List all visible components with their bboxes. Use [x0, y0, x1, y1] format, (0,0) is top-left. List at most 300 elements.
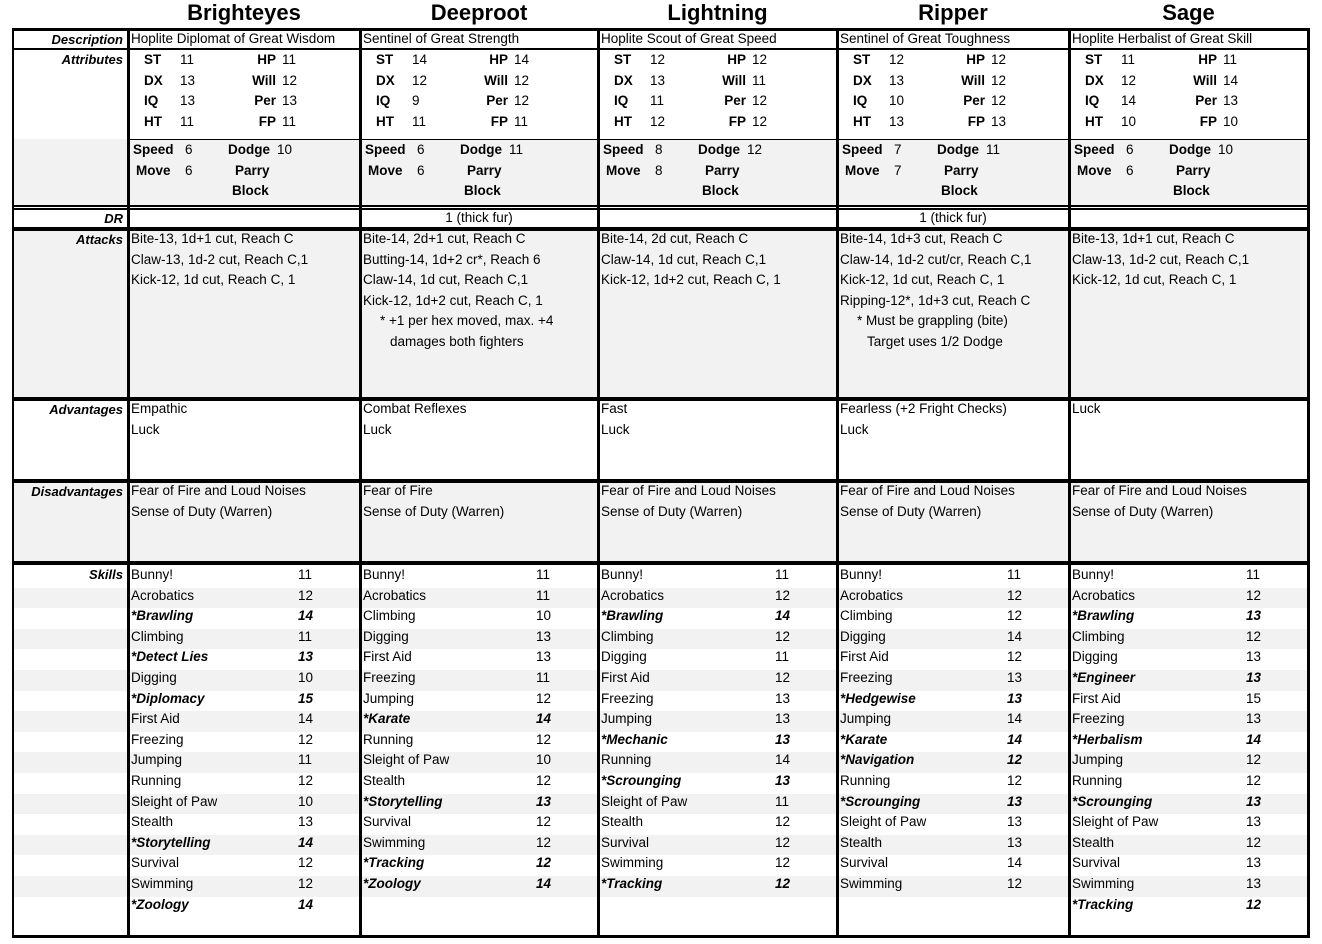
stat-value-will: 12 — [282, 72, 298, 88]
skill-name: Jumping — [131, 752, 183, 768]
skill-name: Jumping — [1072, 752, 1124, 768]
grid-line — [12, 229, 1308, 231]
skill-value: 11 — [775, 793, 790, 809]
skill-value: 12 — [775, 855, 791, 871]
attack-line: Kick-12, 1d cut, Reach C, 1 — [131, 272, 296, 288]
skill-name: Climbing — [840, 608, 893, 624]
skill-name: Swimming — [601, 855, 664, 871]
skill-name: Stealth — [1072, 834, 1115, 850]
advantage-item: Fast — [601, 401, 628, 416]
stat-label-ht: HT — [376, 113, 394, 129]
skill-name: First Aid — [363, 649, 412, 665]
stat-label-ht: HT — [1085, 113, 1103, 129]
skill-name: *Mechanic — [601, 731, 668, 747]
stat-label-iq: IQ — [144, 93, 159, 109]
skill-value: 11 — [298, 567, 313, 582]
skill-value: 10 — [298, 670, 314, 685]
stat-label-parry: Parry — [467, 162, 502, 178]
table-top-border — [12, 28, 1308, 31]
attack-note: damages both fighters — [390, 334, 524, 349]
skill-name: Swimming — [363, 834, 426, 850]
skill-name: Stealth — [840, 834, 883, 850]
skill-value: 11 — [775, 649, 790, 665]
advantage-item: Luck — [1072, 401, 1101, 416]
attack-line: Butting-14, 1d+2 cr*, Reach 6 — [363, 251, 541, 267]
skill-name: Running — [363, 731, 414, 747]
skill-name: Stealth — [131, 814, 174, 830]
disadvantage-item: Sense of Duty (Warren) — [601, 503, 743, 519]
skill-name: Digging — [363, 628, 409, 644]
grid-line — [12, 563, 1308, 565]
grid-line — [128, 139, 1308, 140]
skill-name: Climbing — [1072, 628, 1125, 644]
stat-value-iq: 14 — [1121, 93, 1137, 109]
skill-name: *Karate — [840, 731, 888, 747]
stat-value-speed: 6 — [1126, 142, 1134, 157]
disadvantage-item: Fear of Fire and Loud Noises — [840, 483, 1015, 498]
skill-name: Freezing — [1072, 711, 1125, 727]
stat-value-hp: 12 — [752, 52, 768, 67]
character-name-header: Sage — [1162, 0, 1215, 25]
stat-label-iq: IQ — [614, 93, 629, 109]
skill-value: 12 — [1246, 834, 1262, 850]
skill-value: 12 — [1246, 896, 1262, 912]
stat-value-will: 11 — [752, 72, 767, 88]
skill-value: 11 — [1007, 567, 1022, 582]
skill-name: Sleight of Paw — [363, 752, 450, 768]
stat-value-hp: 11 — [1223, 52, 1238, 67]
skill-name: *Storytelling — [131, 834, 211, 850]
stat-value-move: 6 — [185, 162, 193, 178]
skill-value: 12 — [1246, 773, 1262, 788]
advantage-item: Fearless (+2 Fright Checks) — [840, 401, 1007, 416]
stat-value-ht: 13 — [889, 113, 905, 129]
skill-value: 15 — [1246, 690, 1262, 706]
skill-value: 10 — [536, 752, 552, 768]
skill-name: Stealth — [601, 814, 644, 830]
column-border — [127, 28, 130, 938]
skill-name: Jumping — [363, 690, 415, 706]
skill-name: Freezing — [363, 670, 416, 685]
disadvantage-item: Sense of Duty (Warren) — [840, 503, 982, 519]
skill-value: 13 — [1007, 690, 1023, 706]
stat-value-per: 13 — [282, 93, 298, 109]
stat-label-move: Move — [606, 162, 641, 178]
stat-value-fp: 10 — [1223, 113, 1239, 129]
stat-value-dodge: 11 — [986, 142, 1001, 157]
stat-label-st: ST — [1085, 52, 1103, 67]
skill-value: 13 — [1246, 814, 1262, 830]
skill-value: 14 — [1007, 731, 1023, 747]
stat-label-block: Block — [232, 183, 269, 199]
skill-value: 13 — [1007, 793, 1023, 809]
attack-line: Bite-14, 2d cut, Reach C — [601, 231, 749, 246]
stat-value-ht: 11 — [412, 113, 427, 129]
stat-value-dx: 13 — [180, 72, 196, 88]
stat-value-st: 11 — [1121, 52, 1136, 67]
skill-value: 12 — [298, 855, 314, 871]
row-label-dr: DR — [104, 211, 123, 226]
skill-value: 11 — [536, 567, 551, 582]
advantage-item: Combat Reflexes — [363, 401, 467, 416]
stat-value-move: 6 — [417, 162, 425, 178]
skill-value: 13 — [1007, 670, 1023, 685]
advantage-item: Empathic — [131, 401, 188, 416]
skill-value: 14 — [298, 896, 314, 912]
skill-name: *Scrounging — [840, 793, 921, 809]
skill-value: 11 — [775, 567, 790, 582]
skill-value: 12 — [298, 876, 314, 891]
skill-name: Freezing — [131, 731, 184, 747]
stat-value-dodge: 12 — [747, 142, 763, 157]
stat-label-iq: IQ — [853, 93, 868, 109]
stat-value-per: 12 — [991, 93, 1007, 109]
skill-name: Acrobatics — [840, 587, 904, 603]
stat-value-fp: 12 — [752, 113, 768, 129]
stat-value-fp: 11 — [514, 113, 529, 129]
skill-value: 12 — [536, 855, 552, 871]
skill-value: 13 — [298, 814, 314, 830]
stat-value-will: 12 — [991, 72, 1007, 88]
stat-label-will: Will — [961, 72, 985, 88]
stat-value-fp: 11 — [282, 113, 297, 129]
attack-line: Claw-14, 1d cut, Reach C,1 — [363, 272, 529, 288]
row-label-disadvantages: Disadvantages — [31, 484, 123, 499]
grid-line — [12, 205, 1308, 207]
skill-name: *Tracking — [601, 876, 663, 891]
skill-name: *Brawling — [1072, 608, 1135, 624]
band-dr — [12, 209, 1308, 228]
grid-line — [12, 481, 1308, 483]
stat-label-ht: HT — [853, 113, 871, 129]
skill-name: Digging — [1072, 649, 1118, 665]
character-name-header: Lightning — [667, 0, 768, 25]
skill-name: Sleight of Paw — [840, 814, 927, 830]
disadvantage-item: Fear of Fire and Loud Noises — [601, 483, 776, 498]
disadvantage-item: Sense of Duty (Warren) — [1072, 503, 1214, 519]
stat-label-iq: IQ — [376, 93, 391, 109]
stat-label-iq: IQ — [1085, 93, 1100, 109]
skill-name: *Scrounging — [601, 773, 682, 788]
stat-label-dodge: Dodge — [937, 142, 979, 157]
skill-value: 13 — [536, 649, 552, 665]
stat-value-dodge: 11 — [509, 142, 524, 157]
skill-name: Swimming — [1072, 876, 1135, 891]
skill-value: 11 — [536, 587, 551, 603]
skill-value: 12 — [536, 834, 552, 850]
skill-name: Sleight of Paw — [131, 793, 218, 809]
grid-line — [12, 399, 1308, 401]
character-description: Hoplite Scout of Great Speed — [601, 31, 777, 46]
stat-label-move: Move — [368, 162, 403, 178]
stat-value-dodge: 10 — [1218, 142, 1234, 157]
stat-value-per: 12 — [514, 93, 530, 109]
skill-value: 13 — [1246, 670, 1262, 685]
stat-label-will: Will — [1193, 72, 1217, 88]
skill-name: Acrobatics — [601, 587, 665, 603]
stat-label-per: Per — [486, 93, 508, 109]
row-label-attributes: Attributes — [61, 52, 123, 67]
row-label-description: Description — [51, 32, 123, 47]
stat-label-block: Block — [941, 183, 978, 199]
advantage-item: Luck — [363, 421, 392, 437]
stat-label-ht: HT — [144, 113, 162, 129]
stat-value-per: 13 — [1223, 93, 1239, 109]
skill-name: First Aid — [840, 649, 889, 665]
skill-name: Swimming — [131, 876, 194, 891]
skill-value: 13 — [1246, 855, 1262, 871]
grid-line — [12, 48, 1308, 50]
stat-label-block: Block — [1173, 183, 1210, 199]
skill-name: Acrobatics — [363, 587, 427, 603]
skill-name: Survival — [1072, 855, 1121, 871]
skill-name: Stealth — [363, 773, 406, 788]
stat-value-dx: 12 — [1121, 72, 1137, 88]
skill-name: Bunny! — [131, 567, 174, 582]
skill-name: First Aid — [1072, 690, 1121, 706]
stat-label-dx: DX — [614, 72, 633, 88]
skill-name: Digging — [601, 649, 647, 665]
skill-name: *Hedgewise — [840, 690, 916, 706]
skill-value: 13 — [1246, 876, 1262, 891]
stat-value-iq: 13 — [180, 93, 196, 109]
skill-value: 13 — [1246, 608, 1262, 624]
skill-name: *Navigation — [840, 752, 915, 768]
skill-value: 12 — [1007, 608, 1023, 624]
stat-label-block: Block — [702, 183, 739, 199]
stat-label-parry: Parry — [1176, 162, 1211, 178]
stat-label-dodge: Dodge — [1169, 142, 1211, 157]
stat-label-dx: DX — [1085, 72, 1104, 88]
skill-name: Freezing — [840, 670, 893, 685]
skill-value: 12 — [775, 876, 791, 891]
skill-value: 14 — [775, 752, 791, 768]
attack-line: Bite-13, 1d+1 cut, Reach C — [1072, 231, 1235, 246]
skill-value: 11 — [298, 752, 313, 768]
skill-value: 12 — [536, 773, 552, 788]
skill-value: 13 — [775, 711, 791, 727]
attack-line: Bite-13, 1d+1 cut, Reach C — [131, 231, 294, 246]
skill-value: 13 — [536, 793, 552, 809]
stat-value-st: 14 — [412, 52, 428, 67]
skill-name: *Scrounging — [1072, 793, 1153, 809]
stat-label-hp: HP — [489, 52, 508, 67]
attack-line: Claw-13, 1d-2 cut, Reach C,1 — [131, 251, 309, 267]
stat-label-will: Will — [722, 72, 746, 88]
skill-name: Sleight of Paw — [601, 793, 688, 809]
character-name-header: Brighteyes — [187, 0, 301, 25]
stat-value-st: 11 — [180, 52, 195, 67]
skill-name: *Storytelling — [363, 793, 443, 809]
skill-name: Running — [840, 773, 891, 788]
skill-name: *Herbalism — [1072, 731, 1143, 747]
character-dr: 1 (thick fur) — [445, 210, 513, 225]
character-description: Sentinel of Great Toughness — [840, 31, 1011, 46]
grid-line — [12, 208, 1308, 210]
stat-value-dx: 13 — [650, 72, 666, 88]
stat-value-will: 14 — [1223, 72, 1239, 88]
skill-value: 11 — [536, 670, 551, 685]
skill-value: 11 — [1246, 567, 1261, 582]
skill-name: *Engineer — [1072, 670, 1136, 685]
skill-value: 12 — [775, 834, 791, 850]
character-dr: 1 (thick fur) — [919, 210, 987, 225]
stat-label-st: ST — [376, 52, 394, 67]
skill-value: 12 — [1246, 628, 1262, 644]
stat-value-per: 12 — [752, 93, 768, 109]
stat-label-hp: HP — [257, 52, 276, 67]
skill-name: Acrobatics — [1072, 587, 1136, 603]
stat-value-hp: 12 — [991, 52, 1007, 67]
stat-value-speed: 6 — [417, 142, 425, 157]
skill-name: Survival — [601, 834, 650, 850]
attack-line: Kick-12, 1d+2 cut, Reach C, 1 — [601, 272, 781, 288]
disadvantage-item: Fear of Fire — [363, 483, 433, 498]
skill-name: Climbing — [363, 608, 416, 624]
table-bottom-border — [12, 935, 1308, 938]
stat-label-dodge: Dodge — [228, 142, 270, 157]
stat-value-move: 8 — [655, 162, 663, 178]
skill-value: 12 — [1007, 587, 1023, 603]
stat-value-fp: 13 — [991, 113, 1007, 129]
skill-value: 14 — [298, 608, 314, 624]
stat-value-dx: 12 — [412, 72, 428, 88]
band-advantages — [12, 400, 1308, 480]
skill-value: 14 — [1246, 731, 1262, 747]
skill-name: Running — [131, 773, 182, 788]
skill-name: Running — [1072, 773, 1123, 788]
skill-name: Bunny! — [840, 567, 883, 582]
stat-value-st: 12 — [650, 52, 666, 67]
stat-value-hp: 14 — [514, 52, 530, 67]
stat-label-speed: Speed — [603, 142, 644, 157]
skill-value: 12 — [775, 814, 791, 830]
column-border — [359, 28, 362, 938]
stat-label-per: Per — [724, 93, 746, 109]
skill-value: 13 — [1246, 793, 1262, 809]
column-border — [1307, 28, 1310, 938]
skill-name: First Aid — [131, 711, 180, 727]
character-name-header: Ripper — [918, 0, 988, 25]
skill-value: 12 — [775, 628, 791, 644]
skill-name: *Brawling — [131, 608, 194, 624]
attack-note: * +1 per hex moved, max. +4 — [380, 313, 554, 329]
disadvantage-item: Sense of Duty (Warren) — [131, 503, 273, 519]
skill-value: 12 — [536, 731, 552, 747]
skill-name: *Diplomacy — [131, 690, 205, 706]
character-description: Hoplite Herbalist of Great Skill — [1072, 31, 1253, 46]
stat-label-fp: FP — [490, 113, 508, 129]
attack-line: Ripping-12*, 1d+3 cut, Reach C — [840, 292, 1031, 308]
stat-label-move: Move — [1077, 162, 1112, 178]
stat-value-iq: 10 — [889, 93, 905, 109]
skill-value: 13 — [775, 731, 791, 747]
skill-name: Bunny! — [601, 567, 644, 582]
skill-value: 12 — [1007, 752, 1023, 768]
stat-label-dx: DX — [376, 72, 395, 88]
stat-label-fp: FP — [1199, 113, 1217, 129]
skill-name: Digging — [840, 628, 886, 644]
skill-value: 11 — [298, 628, 313, 644]
skill-name: Survival — [840, 855, 889, 871]
skill-value: 12 — [1007, 649, 1023, 665]
skill-name: Swimming — [840, 876, 903, 891]
stat-value-hp: 11 — [282, 52, 297, 67]
column-border — [1068, 28, 1071, 938]
row-label-skills: Skills — [89, 567, 123, 582]
skill-name: First Aid — [601, 670, 650, 685]
stat-label-will: Will — [484, 72, 508, 88]
stat-label-hp: HP — [727, 52, 746, 67]
skill-value: 14 — [536, 711, 552, 727]
skill-name: Digging — [131, 670, 177, 685]
disadvantage-item: Fear of Fire and Loud Noises — [1072, 483, 1247, 498]
stat-value-speed: 6 — [185, 142, 193, 157]
skill-value: 13 — [775, 773, 791, 788]
skill-value: 14 — [775, 608, 791, 624]
skill-value: 13 — [298, 649, 314, 665]
stat-label-hp: HP — [966, 52, 985, 67]
skill-value: 12 — [298, 731, 314, 747]
attack-line: Kick-12, 1d cut, Reach C, 1 — [840, 272, 1005, 288]
advantage-item: Luck — [601, 421, 630, 437]
stat-value-ht: 12 — [650, 113, 666, 129]
skill-name: Climbing — [601, 628, 654, 644]
stat-label-st: ST — [614, 52, 632, 67]
column-border — [597, 28, 600, 938]
stat-value-will: 12 — [514, 72, 530, 88]
column-border — [836, 28, 839, 938]
stat-label-per: Per — [963, 93, 985, 109]
skill-value: 12 — [536, 814, 552, 830]
skill-value: 12 — [536, 690, 552, 706]
advantage-item: Luck — [840, 421, 869, 437]
skill-value: 14 — [1007, 855, 1023, 871]
stat-label-dodge: Dodge — [698, 142, 740, 157]
skill-value: 12 — [298, 587, 314, 603]
skill-name: Bunny! — [363, 567, 406, 582]
stat-label-hp: HP — [1198, 52, 1217, 67]
stat-value-ht: 11 — [180, 113, 195, 129]
skill-value: 13 — [1246, 649, 1262, 665]
skill-value: 14 — [536, 876, 552, 891]
attack-note: Target uses 1/2 Dodge — [867, 334, 1003, 349]
stat-label-st: ST — [144, 52, 162, 67]
skill-name: *Zoology — [363, 876, 421, 891]
skill-value: 14 — [298, 711, 314, 727]
stat-label-speed: Speed — [842, 142, 883, 157]
row-label-attacks: Attacks — [76, 232, 123, 247]
skill-name: Climbing — [131, 628, 184, 644]
skill-name: *Brawling — [601, 608, 664, 624]
skill-value: 12 — [1007, 876, 1023, 891]
skill-value: 13 — [1007, 834, 1023, 850]
attack-line: Claw-14, 1d-2 cut/cr, Reach C,1 — [840, 251, 1032, 267]
skill-name: *Tracking — [363, 855, 425, 871]
skill-name: Survival — [363, 814, 412, 830]
stat-label-move: Move — [136, 162, 171, 178]
skill-name: Running — [601, 752, 652, 768]
table-left-border — [12, 28, 14, 938]
stat-label-fp: FP — [258, 113, 276, 129]
stat-value-speed: 8 — [655, 142, 663, 157]
row-label-advantages: Advantages — [49, 402, 123, 417]
attack-line: Kick-12, 1d+2 cut, Reach C, 1 — [363, 292, 543, 308]
character-name-header: Deeproot — [430, 0, 528, 25]
stat-label-will: Will — [252, 72, 276, 88]
skill-name: *Tracking — [1072, 896, 1134, 912]
stat-label-parry: Parry — [235, 162, 270, 178]
